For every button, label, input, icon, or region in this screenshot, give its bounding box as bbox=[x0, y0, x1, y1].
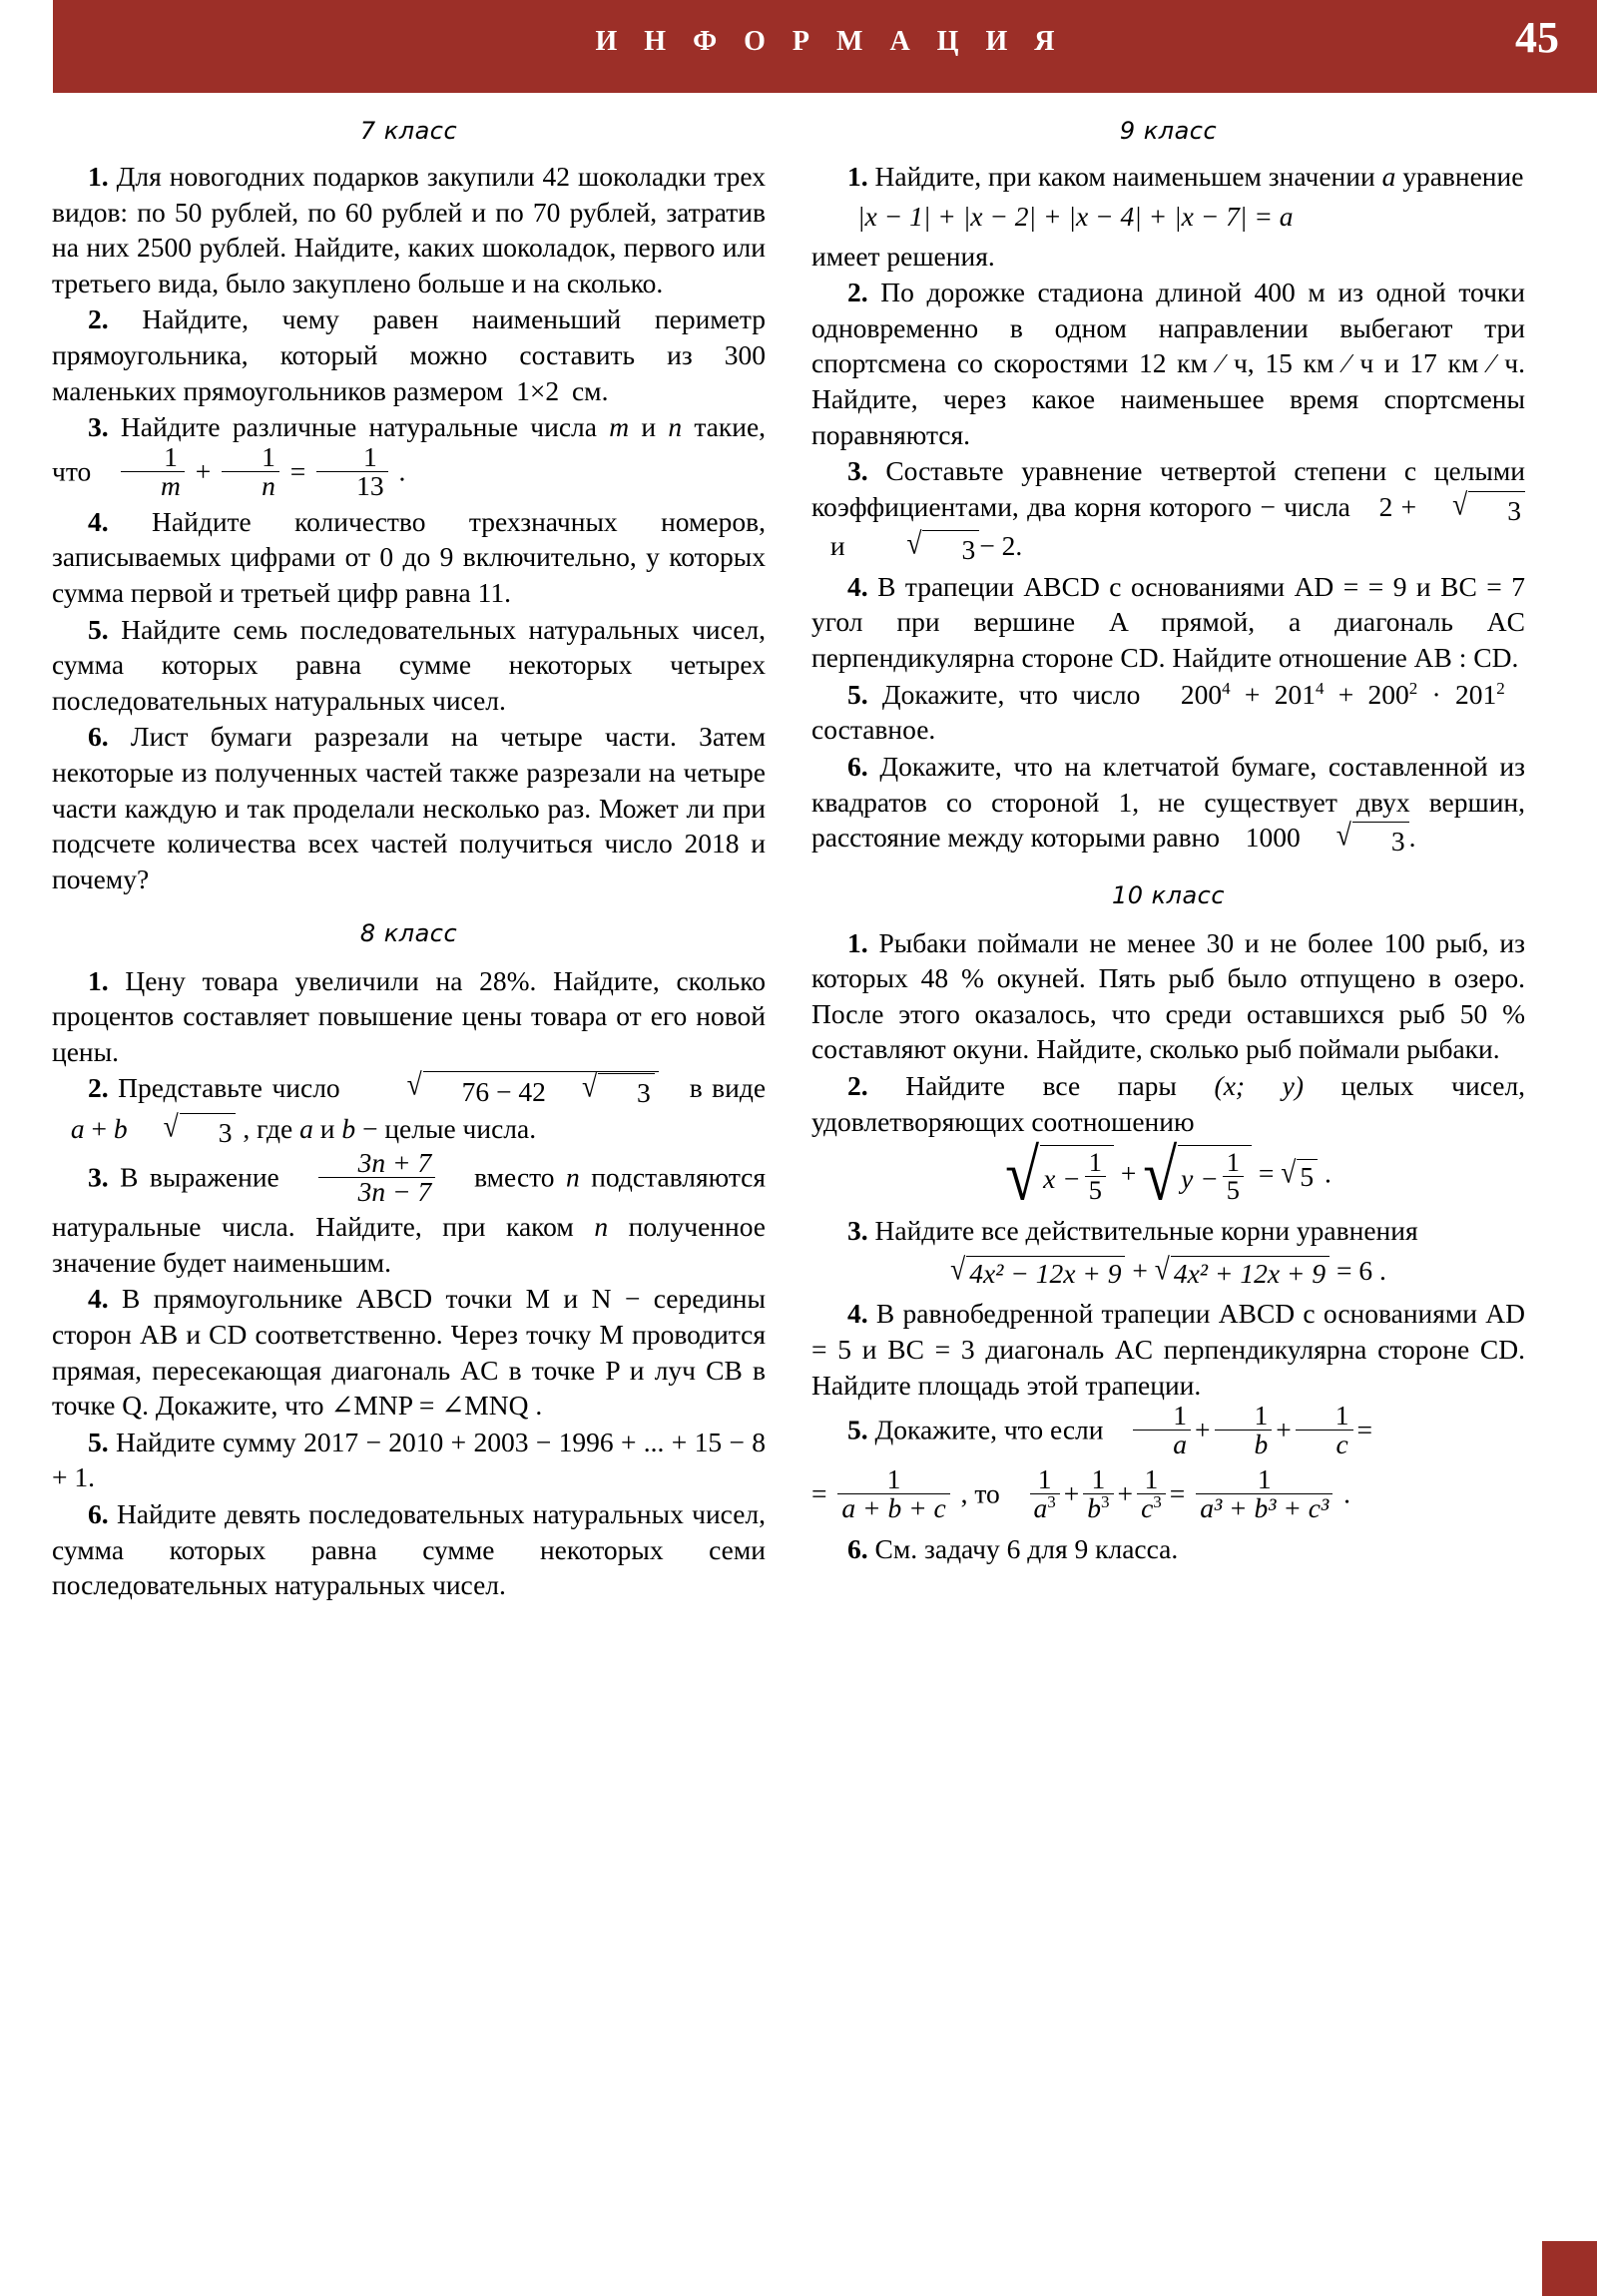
task-formula: 1×2 bbox=[516, 374, 560, 406]
sqrt-inner: √ 3 bbox=[546, 1073, 655, 1111]
corner-decoration bbox=[1542, 2241, 1597, 2296]
sqrt-outer: √ 76 − 42 √ 3 bbox=[371, 1071, 659, 1111]
radical-sign-icon: √ bbox=[1452, 486, 1468, 521]
radical-sign-icon: √ bbox=[1154, 1252, 1170, 1287]
power-term-2: $201^4$ bbox=[1274, 678, 1325, 710]
section-heading-grade-9: 9 класс bbox=[1119, 117, 1218, 145]
task-text: В равнобедренной трапеции ABCD с основаниями AD = 5 и BC = 3 диагональ AC перпендикулярна стороне CD. Найдите площадь этой трапеции. bbox=[811, 1298, 1525, 1401]
task-7-3 bbox=[52, 409, 766, 503]
task-9-5 bbox=[811, 677, 1525, 748]
page-header-banner bbox=[53, 0, 1597, 93]
variable-m: m bbox=[609, 411, 630, 443]
task-7-4 bbox=[52, 504, 766, 611]
fraction-3n7-over-3n7: $\frac{3n + 7}{3n - 7}$ bbox=[318, 1149, 436, 1207]
task-number: 3. bbox=[847, 455, 868, 487]
task-8-2 bbox=[52, 1066, 767, 1150]
root-2-tail: − 2. bbox=[979, 530, 1023, 562]
variable-a: a bbox=[70, 1112, 85, 1144]
task-10-4 bbox=[811, 1296, 1525, 1403]
task-number: 6. bbox=[88, 721, 109, 753]
task-8-1 bbox=[52, 963, 766, 1070]
period: . bbox=[1324, 1157, 1331, 1189]
conjunction: и bbox=[829, 530, 845, 562]
radical-sign-icon: √ bbox=[1281, 1154, 1297, 1190]
fraction-1-over-abc-sum: $\frac{1}{a + b + c}$ bbox=[837, 1465, 949, 1523]
sqrt-right: √ 4x² + 12x + 9 bbox=[1155, 1256, 1330, 1290]
equation-abs-sum: |x − 1| + |x − 2| + |x − 4| + |x − 7| = a bbox=[857, 200, 1294, 232]
conjunction: и bbox=[641, 411, 657, 443]
task-text: Найдите все пары bbox=[905, 1070, 1177, 1102]
task-number: 1. bbox=[88, 964, 109, 996]
task-number: 1. bbox=[847, 926, 868, 958]
fraction-1-over-a: $\frac{1}{a}$ bbox=[1133, 1402, 1191, 1459]
plus-sign: + bbox=[91, 1112, 108, 1144]
fraction-1-over-a-cubed: $\frac{1}{a^3}$ bbox=[1030, 1465, 1060, 1523]
task-text: Для новогодних подарков закупили 42 шоколадки трех видов: по 50 рублей, по 60 рублей и по 70 рублей, затратив на них 2500 рублей. Найдите, каких шоколадок, первого или третьего вида, было закуплено больше и на сколько. bbox=[52, 161, 767, 298]
task-text: Представьте число bbox=[118, 1072, 340, 1104]
radical-sign-icon: √ bbox=[406, 1066, 422, 1102]
sqrt-3: √ 3 bbox=[1301, 822, 1409, 860]
task-text: По дорожке стадиона длиной 400 м из одной точки одновременно в одном направлении выбегают три спортсмена со скоростями 12 км ∕ ч, 15 км ∕ ч и 17 км ∕ ч. Найдите, через какое наименьшее время спортсмены поравняются. bbox=[811, 277, 1525, 450]
task-9-1-tail bbox=[811, 239, 1525, 275]
radical-sign-icon: √ bbox=[1335, 817, 1351, 853]
task-text-mid: уравнение bbox=[1402, 161, 1524, 192]
section-heading-grade-10: 10 класс bbox=[1111, 880, 1226, 909]
fraction-1-over-b-cubed: $\frac{1}{b^3}$ bbox=[1083, 1465, 1113, 1523]
radical-sign-icon: √ bbox=[1005, 1135, 1040, 1217]
variable-n: n bbox=[668, 411, 683, 443]
task-text: Докажите, что число bbox=[881, 678, 1141, 710]
equals-sign: = bbox=[1356, 1414, 1373, 1445]
task-8-4 bbox=[52, 1281, 766, 1423]
equals-sign: = bbox=[1169, 1477, 1186, 1509]
task-9-6 bbox=[811, 749, 1525, 860]
fraction-1-over-5: $\frac{1}{5}$ bbox=[1223, 1149, 1244, 1205]
task-number: 6. bbox=[847, 750, 868, 782]
right-column bbox=[811, 107, 1525, 1604]
task-number: 2. bbox=[88, 1072, 109, 1104]
task-10-3 bbox=[811, 1213, 1525, 1249]
task-text-after: подставляются натуральные числа. Найдите, при каком bbox=[52, 1161, 767, 1243]
multiplication-dot: · bbox=[1431, 678, 1441, 710]
fraction-1-over-c: $\frac{1}{c}$ bbox=[1296, 1402, 1353, 1459]
task-text: Найдите различные натуральные числа bbox=[120, 411, 597, 443]
task-number: 2. bbox=[847, 1070, 868, 1102]
task-number: 2. bbox=[847, 277, 868, 308]
radical-sign-icon: √ bbox=[950, 1252, 966, 1287]
equation-reciprocal-identity: = $\frac{1}{a + b + c}$ , то $\frac{1}{a^3}$ + $\frac{1}{b^3}$ + $\frac{1}{c^3}$ = $\frac{1}{\text{a³ + b³ + c³}}$ . bbox=[811, 1463, 1350, 1524]
power-term-4: $201^2$ bbox=[1454, 678, 1505, 710]
two-column-layout bbox=[0, 93, 1597, 1604]
task-text: Найдите сумму 2017 − 2010 + 2003 − 1996 + ... + 15 − 8 + 1. bbox=[52, 1426, 767, 1493]
ordered-pair: (x; y) bbox=[1214, 1070, 1305, 1102]
task-text-mid: целых чисел, удовлетворяющих соотношению bbox=[811, 1070, 1526, 1137]
task-number: 5. bbox=[847, 1414, 868, 1445]
equals-sign: = bbox=[1258, 1157, 1275, 1189]
task-10-1 bbox=[811, 925, 1525, 1067]
task-number: 5. bbox=[88, 613, 109, 645]
task-number: 5. bbox=[88, 1426, 109, 1457]
task-number: 3. bbox=[88, 411, 109, 443]
task-text-after: , где bbox=[243, 1112, 293, 1144]
task-number: 3. bbox=[847, 1215, 868, 1247]
equals-sign: = bbox=[811, 1477, 827, 1509]
then-text: , то bbox=[960, 1477, 1000, 1509]
sqrt-5: √ 5 bbox=[1281, 1159, 1318, 1193]
task-text: Составьте уравнение четвертой степени с целыми коэффициентами, два корня которого − числа bbox=[811, 455, 1526, 522]
fraction-1-over-c-cubed: $\frac{1}{c^3}$ bbox=[1137, 1465, 1166, 1523]
sqrt-left: √ 4x² − 12x + 9 bbox=[950, 1256, 1125, 1290]
period: . bbox=[1343, 1477, 1350, 1509]
variable-b: b bbox=[113, 1112, 128, 1144]
page-body bbox=[0, 93, 1597, 2296]
plus-sign: + bbox=[1337, 678, 1354, 710]
equation-sqrt-sum bbox=[811, 1135, 1525, 1217]
period: . bbox=[398, 455, 406, 487]
variable-n: n bbox=[566, 1161, 580, 1193]
task-text: Рыбаки поймали не менее 30 и не более 100 рыб, из которых 48 % окуней. Пять рыб было отпущено в озеро. После этого оказалось, что среди оставшихся рыб 50 % составляют окуни. Найдите, сколько рыб поймали рыбаки. bbox=[811, 926, 1526, 1065]
fraction-1-over-b: $\frac{1}{b}$ bbox=[1215, 1402, 1273, 1459]
task-7-5 bbox=[52, 612, 766, 719]
sqrt-y-minus-fifth: √ y − $\frac{1}{5}$ bbox=[1143, 1145, 1252, 1207]
task-7-6 bbox=[52, 719, 766, 896]
task-9-1 bbox=[811, 159, 1525, 195]
task-8-3 bbox=[52, 1147, 767, 1280]
task-10-2 bbox=[811, 1068, 1525, 1139]
fraction-1-over-m: $\frac{1}{m}$ bbox=[121, 443, 185, 501]
task-number: 6. bbox=[88, 1498, 109, 1530]
task-text-mid: такие, что bbox=[52, 411, 767, 487]
task-number: 5. bbox=[847, 678, 868, 710]
section-heading-grade-7: 7 класс bbox=[359, 117, 458, 145]
plus-sign: + bbox=[1132, 1254, 1148, 1286]
fraction-1-over-n: $\frac{1}{n}$ bbox=[222, 443, 279, 501]
task-text: В трапеции ABCD с основаниями AD = = 9 и BC = 7 угол при вершине A прямой, а диагональ AC перпендикулярна стороне CD. Найдите отношение AB : CD. bbox=[811, 570, 1526, 674]
task-text: Найдите семь последовательных натуральных чисел, сумма которых равна сумме некоторых четырех последовательных натуральных чисел. bbox=[52, 613, 766, 716]
task-10-6 bbox=[811, 1531, 1525, 1567]
sqrt-3: √ 3 bbox=[870, 530, 979, 568]
plus-sign: + bbox=[195, 455, 212, 487]
task-text: Найдите девять последовательных натуральных чисел, сумма которых равна сумме некоторых семи последовательных натуральных чисел. bbox=[52, 1498, 767, 1601]
fraction-1-over-5: $\frac{1}{5}$ bbox=[1085, 1149, 1106, 1205]
task-text: Докажите, что если bbox=[874, 1414, 1104, 1445]
radical-sign-icon: √ bbox=[1143, 1135, 1178, 1217]
task-7-2 bbox=[52, 301, 766, 408]
fraction-1-over-13: $\frac{1}{13}$ bbox=[316, 443, 388, 501]
equation-quadratic-roots bbox=[811, 1252, 1525, 1291]
variable-a: a bbox=[299, 1112, 313, 1144]
task-text-mid: вместо bbox=[474, 1161, 555, 1193]
power-term-3: $200^2$ bbox=[1367, 678, 1418, 710]
task-7-1 bbox=[52, 159, 766, 300]
task-text-end: − целые числа. bbox=[361, 1112, 537, 1144]
radical-sign-icon: √ bbox=[581, 1068, 598, 1104]
task-text: Лист бумаги разрезали на четыре части. Затем некоторые из полученных частей также разрезали на четыре части каждую и так проделали несколько раз. Может ли при подсчете количества всех частей получиться число 2018 и почему? bbox=[52, 721, 767, 894]
task-9-4 bbox=[811, 569, 1525, 676]
task-number: 4. bbox=[88, 1283, 109, 1315]
section-heading-grade-8: 8 класс bbox=[359, 918, 458, 947]
task-number: 4. bbox=[847, 570, 868, 602]
value-1000: 1000 bbox=[1245, 822, 1301, 854]
left-column bbox=[52, 107, 766, 1604]
task-text: Найдите количество трехзначных номеров, записываемых цифрами от 0 до 9 включительно, у которых сумма первой и третьей цифр равна 11. bbox=[52, 505, 767, 609]
task-text: См. задачу 6 для 9 класса. bbox=[874, 1533, 1179, 1565]
task-text: Найдите все действительные корни уравнения bbox=[874, 1215, 1418, 1247]
plus-sign: + bbox=[1244, 678, 1261, 710]
equation-rhs: = 6 . bbox=[1336, 1254, 1386, 1286]
page-title: И Н Ф О Р М А Ц И Я bbox=[595, 26, 1065, 57]
task-8-5 bbox=[52, 1425, 766, 1495]
task-9-3 bbox=[811, 453, 1525, 568]
task-number: 4. bbox=[847, 1298, 868, 1330]
task-text-after: составное. bbox=[811, 714, 936, 746]
task-8-6 bbox=[52, 1496, 766, 1603]
task-text-end: полученное значение будет наименьшим. bbox=[52, 1211, 766, 1278]
task-number: 6. bbox=[847, 1533, 868, 1565]
task-number: 2. bbox=[88, 303, 109, 335]
equals-sign: = bbox=[289, 455, 306, 487]
radical-sign-icon: √ bbox=[906, 525, 922, 561]
radical-sign-icon: √ bbox=[163, 1108, 179, 1143]
task-number: 1. bbox=[88, 161, 109, 192]
task-number: 3. bbox=[88, 1161, 109, 1193]
sqrt-x-minus-fifth: √ x − $\frac{1}{5}$ bbox=[1005, 1145, 1114, 1207]
variable-b: b bbox=[341, 1112, 356, 1144]
page-number: 45 bbox=[1515, 13, 1559, 62]
task-text: Цену товара увеличили на 28%. Найдите, сколько процентов составляет повышение цены товара от его новой цены. bbox=[52, 964, 766, 1067]
variable-a: a bbox=[1381, 161, 1396, 192]
task-number: 4. bbox=[88, 505, 109, 537]
task-10-5: 5. Докажите, что если $\frac{1}{a}$ + $\frac{1}{b}$ + $\frac{1}{c}$ = bbox=[847, 1400, 1373, 1460]
sqrt-3: √ 3 bbox=[128, 1113, 237, 1151]
period: . bbox=[1408, 822, 1416, 854]
task-text-after: имеет решения. bbox=[811, 240, 995, 272]
task-9-2 bbox=[811, 275, 1525, 452]
task-text: В прямоугольнике ABCD точки M и N − середины сторон AB и CD соответственно. Через точку M проводится прямая, пересекающая диагональ AC в точке P и луч CB в точке Q. Докажите, что ∠MNP = ∠MNQ . bbox=[52, 1283, 766, 1422]
root-1: 2 + bbox=[1378, 490, 1417, 522]
task-text-mid: в виде bbox=[689, 1072, 767, 1104]
variable-n: n bbox=[594, 1211, 609, 1243]
power-term-1: $200^4$ bbox=[1180, 678, 1231, 710]
task-text-tail: см. bbox=[571, 374, 609, 406]
conjunction: и bbox=[319, 1112, 335, 1144]
plus-sign: + bbox=[1120, 1157, 1137, 1189]
task-text: Найдите, чему равен наименьший периметр прямоугольника, который можно составить из 300 маленьких прямоугольников размером bbox=[52, 303, 766, 406]
task-text: Найдите, при каком наименьшем значении bbox=[874, 161, 1375, 192]
task-number: 1. bbox=[847, 161, 868, 192]
fraction-1-over-cubes-sum: $\frac{1}{\text{a³ + b³ + c³}}$ bbox=[1196, 1465, 1332, 1523]
sqrt-3: √ 3 bbox=[1416, 491, 1525, 529]
task-text: В выражение bbox=[120, 1161, 279, 1193]
task-text: Докажите, что на клетчатой бумаге, составленной из квадратов со стороной 1, не существует двух вершин, расстояние между которыми равно bbox=[811, 750, 1525, 854]
